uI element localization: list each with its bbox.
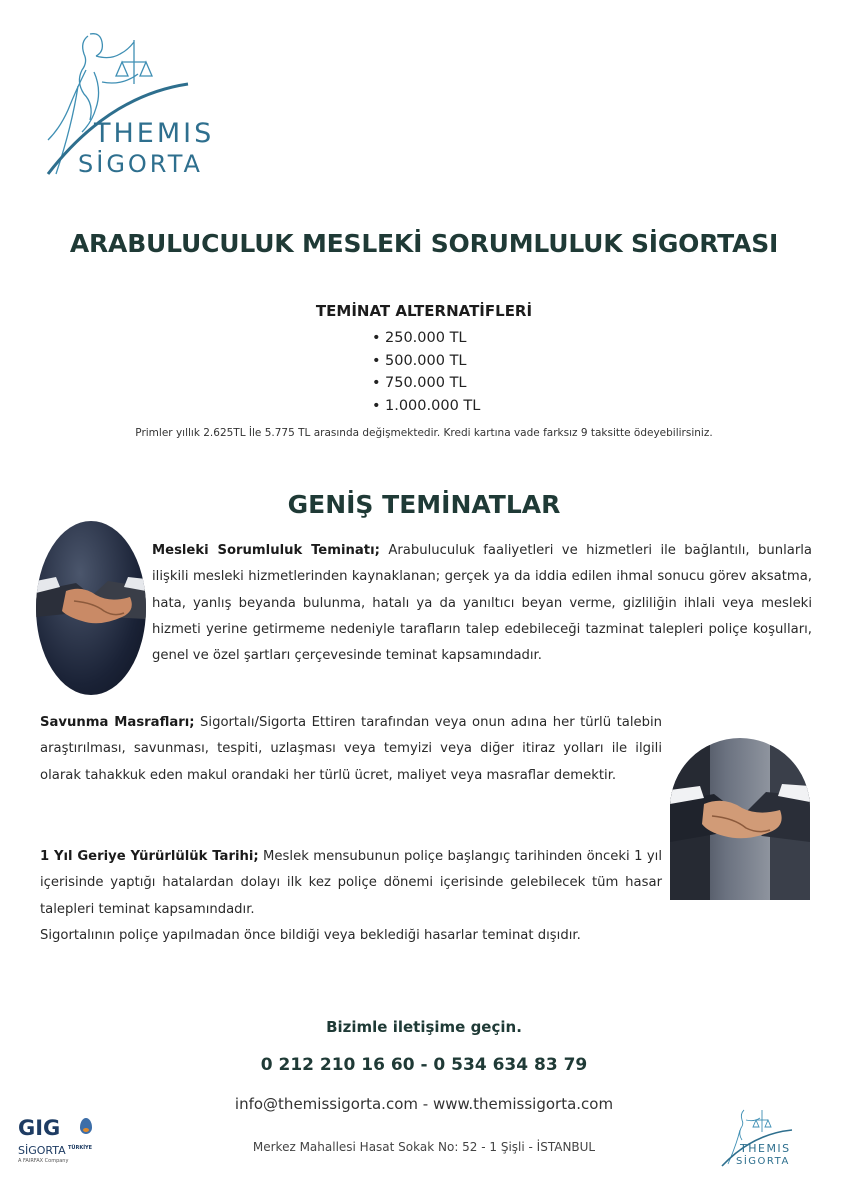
alternative-item: • 250.000 TL (372, 327, 480, 350)
logo-word-themis: THEMIS (740, 1142, 791, 1155)
section-text: Arabuluculuk faaliyetleri ve hizmetleri ile bağlantılı, bunlarla ilişkili mesleki hizmetlerinden kaynaklanan; gerçek ya da iddia edilen ihmal sonucu görev aksatma, hata, yanlış beyanda bulunma, hatalı ya da yanıltıcı beyan verme, gizliliğin ihlali veya mesleki hizmeti yerine getirmeme nedeniyle tarafların talep edebileceği tazminat talepleri poliçe koşulları, genel ve özel şartları çerçevesinde teminat kapsamındadır. (152, 543, 812, 664)
page-title: ARABULUCULUK MESLEKİ SORUMLULUK SİGORTASI (69, 229, 779, 258)
logo-word-sigorta: SİGORTA (736, 1156, 790, 1167)
handshake-icon (36, 521, 146, 695)
coverage-section-professional-liability (152, 538, 812, 669)
section-text: Meslek mensubunun poliçe başlangıç tarihinden önceki 1 yıl içerisinde yaptığı hatalardan dolayı ilk kez poliçe dönemi içerisinde gelebilecek tüm hasar talepleri teminat kapsamındadır. (40, 849, 662, 917)
gig-country: TÜRKİYE (68, 1145, 93, 1151)
contact-email-web[interactable]: info@themissigorta.com - www.themissigorta.com (234, 1095, 614, 1113)
handshake-icon (670, 738, 810, 900)
contact-address: Merkez Mahallesi Hasat Sokak No: 52 - 1 Şişli - İSTANBUL (252, 1140, 596, 1154)
coverage-section-retroactive-date (40, 844, 662, 949)
section-text: Sigortalı/Sigorta Ettiren tarafından veya onun adına her türlü talebin araştırılması, savunması, tespiti, uzlaşması veya temyizi veya diğer itiraz yolları ile ilgili olarak tahakkuk eden makul orandaki her türlü ücret, maliyet veya masraflar demektir. (40, 715, 662, 783)
gig-word: GIG (18, 1116, 61, 1140)
handshake-photo (670, 738, 810, 900)
alternative-item: • 500.000 TL (372, 350, 480, 373)
alternative-item: • 750.000 TL (372, 372, 480, 395)
alternatives-heading: TEMİNAT ALTERNATİFLERİ (315, 302, 533, 320)
contact-heading: Bizimle iletişime geçin. (326, 1018, 522, 1036)
logo-word-sigorta: SİGORTA (78, 150, 203, 178)
handshake-photo (36, 521, 146, 695)
gig-sigorta-word: SİGORTA (18, 1144, 66, 1157)
section-label: Savunma Masrafları; (40, 715, 195, 730)
coverage-section-defense-costs (40, 710, 662, 789)
premium-note: Primler yıllık 2.625TL İle 5.775 TL arasında değişmektedir. Kredi kartına vade farksız 9 taksitte ödeyebilirsiniz. (135, 427, 713, 439)
themis-logo (38, 26, 268, 186)
section-label: Mesleki Sorumluluk Teminatı; (152, 543, 380, 558)
alternative-item: • 1.000.000 TL (372, 395, 480, 418)
section-label: 1 Yıl Geriye Yürürlülük Tarihi; (40, 849, 259, 864)
contact-phones[interactable]: 0 212 210 16 60 - 0 534 634 83 79 (260, 1055, 588, 1075)
gig-subtitle: A FAIRFAX Company (18, 1158, 69, 1164)
themis-logo-small (716, 1104, 816, 1174)
drop-icon (80, 1118, 92, 1134)
logo-word-themis: THEMIS (94, 118, 215, 149)
coverage-heading: GENİŞ TEMİNATLAR (287, 490, 561, 519)
exclusion-note: Sigortalının poliçe yapılmadan önce bildiği veya beklediği hasarlar teminat dışıdır. (40, 927, 581, 943)
gig-sigorta-logo (18, 1114, 118, 1174)
alternatives-list (372, 327, 480, 417)
